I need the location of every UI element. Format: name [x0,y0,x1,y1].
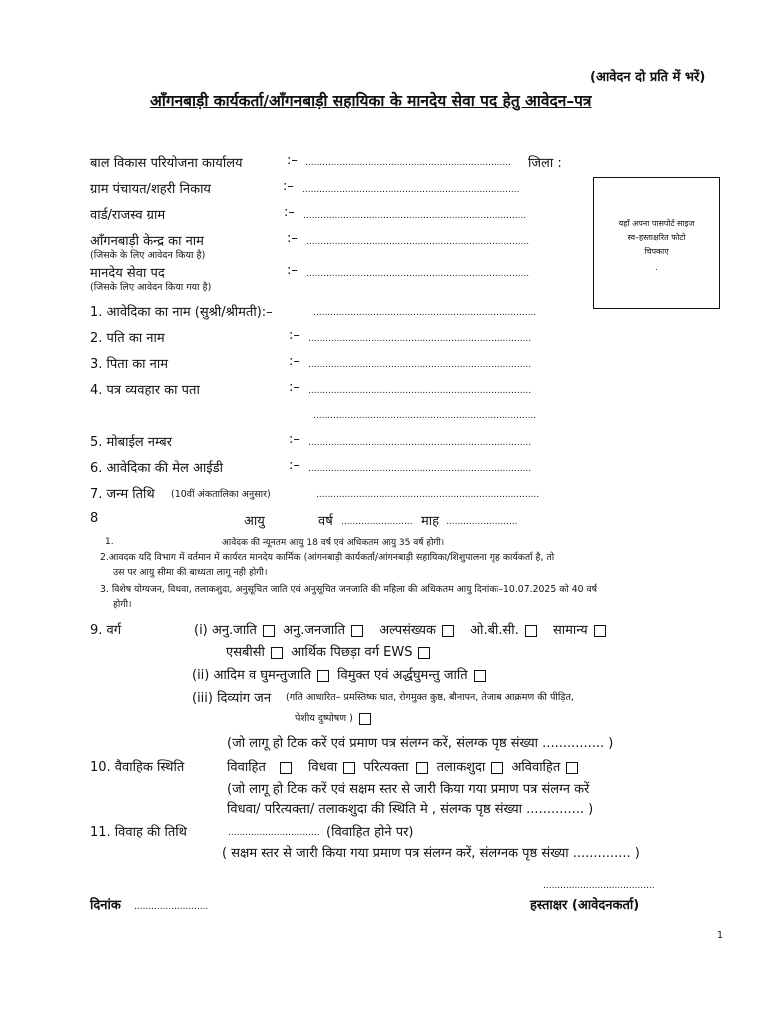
married-checkbox[interactable] [280,762,292,774]
sc-label: (i) अनु.जाति [194,623,257,638]
marital-label: 10. वैवाहिक स्थिति [90,760,185,775]
page-title: आँगनबाड़ी कार्यकर्ता/आँगनबाड़ी सहायिका के मानदेय सेवा पद हेतु आवेदन–पत्र [150,92,592,110]
disabled-checkbox[interactable] [359,713,371,725]
disabled-desc: (गति आधारित– प्रमस्तिष्क घात, रोगमुक्त कुष्ठ, बौनापन, तेजाब आक्रमण की पीड़ित, [286,692,574,703]
ward-field[interactable]: .............................................................................. [303,211,527,221]
abandoned-checkbox[interactable] [416,762,428,774]
center-sep: :– [287,231,298,246]
obc-label: ओ.बी.सी. [470,623,519,638]
email-label: 6. आवेदिका की मेल आईडी [90,461,223,476]
nomadic-checkbox[interactable] [317,670,329,682]
district-label: जिला : [528,156,562,171]
category-row-2 [226,642,434,660]
abandoned-label: परित्यक्ता [363,760,409,775]
header-note: (आवेदन दो प्रति में भरें) [590,70,706,85]
ward-sep: :– [284,205,295,220]
center-field[interactable]: .............................................................................. [306,237,530,247]
email-field[interactable]: .............................................................................. [308,464,532,474]
category-attach-note: (जो लागू हो टिक करें एवं प्रमाण पत्र संलग्न करें, संलग्क पृष्ठ संख्या ............... ) [227,736,614,751]
email-sep: :– [289,458,300,473]
father-field[interactable]: .............................................................................. [308,360,532,370]
address-sep: :– [289,380,300,395]
note-3-cont: होगी। [113,599,132,610]
sbc-label: एसबीसी [226,645,265,660]
unmarried-checkbox[interactable] [566,762,578,774]
minority-checkbox[interactable] [442,625,454,637]
general-label: सामान्य [552,623,588,638]
minority-label: अल्पसंख्यक [379,623,436,638]
marital-note-1: (जो लागू हो टिक करें एवं सक्षम स्तर से जारी किया गया प्रमाण पत्र संलग्न करें [227,782,590,797]
st-checkbox[interactable] [351,625,363,637]
divorced-label: तलाकशुदा [436,760,486,775]
age-label: आयु [244,514,265,529]
mobile-label: 5. मोबाईल नम्बर [90,435,172,450]
dob-sub: (10वीं अंकतालिका अनुसार) [171,489,271,500]
husband-sep: :– [289,328,300,343]
gp-sep: :– [283,179,294,194]
disabled-desc-2-text: पेशीय दुष्पोषण ) [295,713,353,724]
marriage-cert-note: ( सक्षम स्तर से जारी किया गया प्रमाण पत्र संलग्न करें, संलग्नक पृष्ठ संख्या .............. ) [222,846,640,861]
note-1-number: 1. [105,537,114,547]
month-label: माह [421,514,440,529]
signature-field[interactable]: ....................................... [543,881,655,891]
age-number: 8 [90,511,99,526]
father-sep: :– [289,354,300,369]
married-label: विवाहित [227,760,266,775]
husband-label: 2. पति का नाम [90,331,165,346]
marital-note-2: विधवा/ परित्यक्ता/ तलाकशुदा की स्थिति मे , संलग्क पृष्ठ संख्या .............. ) [227,802,594,817]
photo-dot: . [655,263,658,272]
post-label: मानदेय सेवा पद [90,266,165,281]
year-field[interactable]: ......................... [341,517,413,527]
ews-label: आर्थिक पिछड़ा वर्ग EWS [291,645,413,660]
mobile-sep: :– [289,432,300,447]
address-field-2[interactable]: .............................................................................. [313,411,537,421]
page-number: 1 [717,930,724,941]
project-sep: :– [287,153,298,168]
ews-checkbox[interactable] [418,647,430,659]
post-sub: (जिसके लिए आवेदन किया गया है) [90,282,212,293]
month-field[interactable]: ......................... [446,517,518,527]
date-field[interactable]: .......................... [134,902,209,912]
note-2: 2.आवदक यदि विभाग में वर्तमान में कार्यरत मानदेय कार्मिक (आंगनबाड़ी कार्यकर्ता/आंगनबाड़ी सहायिका/शिशुपालना गृह कार्यकर्ता है, तो [100,552,555,563]
post-sep: :– [287,263,298,278]
name-field[interactable]: .............................................................................. [313,308,537,318]
signature-label: हस्ताक्षर (आवेदनकर्ता) [530,898,640,913]
post-field[interactable]: .............................................................................. [306,269,530,279]
divorced-checkbox[interactable] [491,762,503,774]
note-1: आवेदक की न्यूनतम आयु 18 वर्ष एवं अधिकतम आयु 35 वर्ष होगी। [222,538,445,548]
denotified-checkbox[interactable] [474,670,486,682]
widow-checkbox[interactable] [343,762,355,774]
center-sub: (जिसके के लिए आवेदन किया है) [90,250,206,261]
disabled-label: (iii) दिव्यांग जन [192,691,272,706]
gp-label: ग्राम पंचायत/शहरी निकाय [90,182,211,197]
center-label: आँगनबाड़ी केन्द्र का नाम [90,234,204,249]
marriage-date-field[interactable]: ................................ [228,828,320,838]
denotified-label: विमुक्त एवं अर्द्धघुमन्तु जाति [337,668,468,683]
mobile-field[interactable]: .............................................................................. [308,438,532,448]
sbc-checkbox[interactable] [271,647,283,659]
general-checkbox[interactable] [594,625,606,637]
category-label: 9. वर्ग [90,623,122,638]
note-3: 3. विशेष योग्यजन, विधवा, तलाकशुदा, अनुसूचित जाति एवं अनुसूचित जनजाति की महिला की अधिकतम आयु दिनांकः–10.07.2025 को 40 वर्ष [100,584,598,595]
category-row-1 [194,620,610,638]
project-field[interactable]: ........................................................................ [305,158,511,168]
nomadic-label: (ii) आदिम व घुमन्तुजाति [192,668,311,683]
address-label: 4. पत्र व्यवहार का पता [90,383,200,398]
category-row-3 [192,665,490,683]
marital-options [227,757,582,775]
ward-label: वार्ड/राजस्व ग्राम [90,208,166,223]
husband-field[interactable]: .............................................................................. [308,334,532,344]
dob-label: 7. जन्म तिथि [90,487,155,502]
address-field[interactable]: .............................................................................. [308,386,532,396]
photo-box[interactable] [593,177,720,309]
note-2-cont: उस पर आयु सीमा की बाध्यता लागू नही होगी। [113,567,268,578]
date-label: दिनांक [90,898,121,913]
dob-field[interactable]: .............................................................................. [316,490,540,500]
photo-text-3: चिपकाए [644,247,669,256]
photo-text-1: यहाँ अपना पासपोर्ट साइज [618,219,695,228]
name-label: 1. आवेदिका का नाम (सुश्री/श्रीमती):– [90,305,273,320]
father-label: 3. पिता का नाम [90,357,169,372]
marriage-date-label: 11. विवाह की तिथि [90,825,187,840]
sc-checkbox[interactable] [263,625,275,637]
obc-checkbox[interactable] [525,625,537,637]
unmarried-label: अविवाहित [511,760,561,775]
gp-field[interactable]: ............................................................................ [302,185,520,195]
st-label: अनु.जनजाति [283,623,346,638]
disabled-desc-2 [295,711,375,725]
widow-label: विधवा [308,760,338,775]
year-label: वर्ष [318,514,333,529]
marriage-date-note: (विवाहित होने पर) [326,825,414,840]
project-label: बाल विकास परियोजना कार्यालय [90,156,243,171]
photo-text-2: स्व–हस्ताक्षरित फोटो [627,233,686,242]
